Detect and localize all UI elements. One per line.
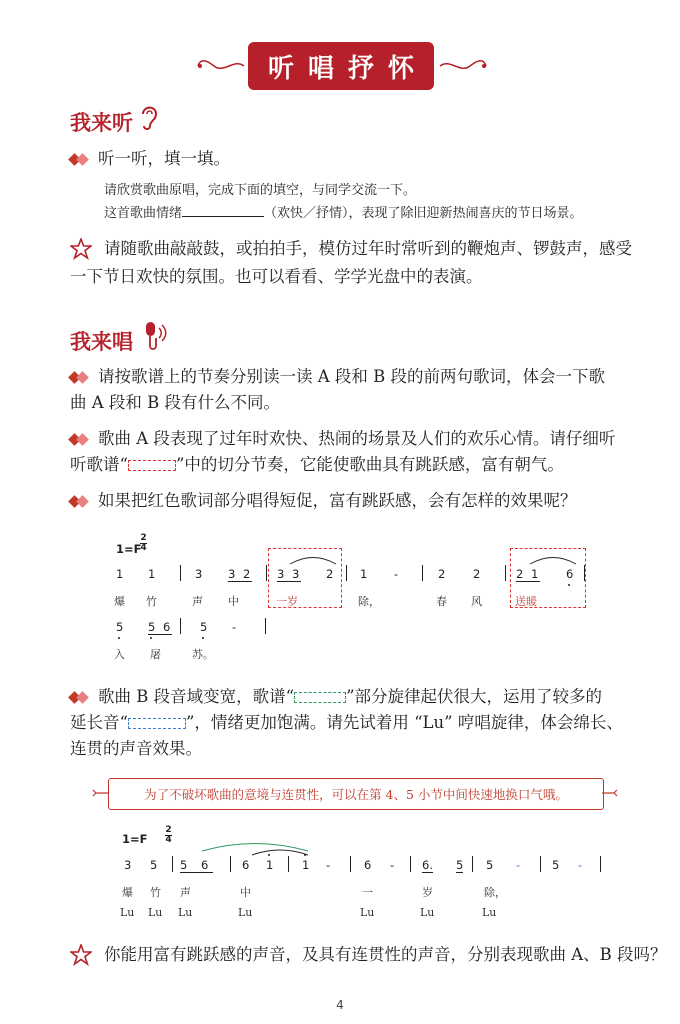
score1-note: - <box>394 567 399 581</box>
score2-lu: Lu <box>178 906 193 919</box>
lower-octave-dot <box>150 637 152 639</box>
score2-note: 6. <box>422 858 433 872</box>
listen-question-1: 听一听，填一填。 <box>70 146 230 172</box>
tip-left-ornament <box>92 788 108 798</box>
barline <box>422 565 423 581</box>
barline <box>346 565 347 581</box>
barline <box>288 856 289 872</box>
green-dashed-box <box>294 692 346 703</box>
tip-box: 为了不破坏歌曲的意境与连贯性，可以在第 4、5 小节中间快速地换口气哦。 <box>108 778 604 810</box>
diamond-icon <box>70 434 90 446</box>
score1-lyric: 屠 <box>150 648 161 661</box>
score2-lyric: 一 <box>362 886 373 899</box>
score2-note: 1 <box>302 858 310 872</box>
lower-octave-dot <box>118 637 120 639</box>
star-icon <box>70 944 92 966</box>
upper-octave-dot <box>304 854 306 856</box>
diamond-icon <box>70 154 90 166</box>
barline <box>505 565 506 581</box>
score2-lu: Lu <box>360 906 375 919</box>
score1-note: 1 <box>360 567 368 581</box>
score2-key: 1=F <box>122 832 148 846</box>
task-line-2: 这首歌曲情绪 （欢快／抒情），表现了除旧迎新热闹喜庆的节日场景。 <box>104 202 583 225</box>
tie-arc <box>528 553 578 565</box>
score2-note: 5 <box>486 858 494 872</box>
score2-note: - <box>326 858 331 872</box>
sing-question-5-line-2: 延长音“ ”，情绪更加饱满。请先试着用 “Lu” 哼唱旋律，体会绵长、 <box>70 713 623 732</box>
diamond-icon <box>70 692 90 704</box>
score2-lyric: 竹 <box>150 886 161 899</box>
score2-note: 6 <box>364 858 372 872</box>
sing-question-2-line-2: 曲 A 段和 B 段有什么不同。 <box>70 393 281 412</box>
star-icon <box>70 238 92 260</box>
score1-time-signature: 2 4 <box>140 533 147 553</box>
barline <box>472 856 473 872</box>
star-task-line-1: 请随歌曲敲敲鼓，或拍拍手，模仿过年时常听到的鞭炮声、锣鼓声，感受 <box>104 239 632 258</box>
barline <box>180 565 181 581</box>
lower-octave-dot <box>568 584 570 586</box>
score2-lu: Lu <box>420 906 435 919</box>
barline <box>410 856 411 872</box>
barline <box>540 856 541 872</box>
title-right-ornament <box>438 58 488 74</box>
fill-blank[interactable] <box>182 202 264 217</box>
score1-note: 1 <box>148 567 156 581</box>
score2-note: - <box>390 858 395 872</box>
barline <box>350 856 351 872</box>
score2-lu: Lu <box>148 906 163 919</box>
score1-lyric: 风 <box>471 595 482 608</box>
barline <box>600 856 601 872</box>
star-task-line-2: 一下节日欢快的氛围。也可以看看、学学光盘中的表演。 <box>70 267 483 286</box>
barline <box>584 565 585 581</box>
score2-lyric: 中 <box>240 886 251 899</box>
score2-note: 3 <box>124 858 132 872</box>
upper-octave-dot <box>268 854 270 856</box>
score1-lyric: 爆 <box>114 595 125 608</box>
barline <box>265 618 266 634</box>
score2-note: 1 <box>266 858 274 872</box>
barline <box>230 856 231 872</box>
sing-heading: 我来唱 <box>70 329 133 354</box>
score1-lyric: 中 <box>228 595 239 608</box>
score2-note-extension: - <box>516 858 521 872</box>
score1-lyric: 竹 <box>146 595 157 608</box>
score1-note: 2 <box>473 567 481 581</box>
score1-note: 2 <box>438 567 446 581</box>
score2-lu: Lu <box>482 906 497 919</box>
score1-lyric-red: 送暖 <box>515 595 537 608</box>
score2-note: 5 <box>552 858 560 872</box>
tie-arc <box>288 553 338 565</box>
score2-note: 5 6 <box>180 858 214 872</box>
microphone-icon <box>140 320 168 352</box>
barline <box>266 565 267 581</box>
score1-note: 6 <box>566 567 574 581</box>
score2-note: 5 <box>456 858 464 872</box>
score2-note-extension: - <box>578 858 583 872</box>
score1-lyric: 入 <box>114 648 125 661</box>
page-title: 听唱抒怀 <box>248 42 434 90</box>
score1-key: 1=F <box>116 542 142 556</box>
score1-lyric: 声 <box>192 595 203 608</box>
score2-lyric: 爆 <box>122 886 133 899</box>
sing-question-3-line-1: 歌曲 A 段表现了过年时欢快、热闹的场景及人们的欢乐心情。请仔细听 <box>70 426 615 452</box>
score1-note: 1 <box>116 567 124 581</box>
score1-lyric-red: 一岁 <box>276 595 298 608</box>
score1-note: 2 <box>326 567 334 581</box>
sing-question-5-line-1: 歌曲 B 段音域变宽，歌谱“ ”部分旋律起伏很大，运用了较多的 <box>70 684 602 710</box>
page-number: 4 <box>336 998 344 1012</box>
title-left-ornament <box>196 58 246 74</box>
lower-octave-dot <box>202 637 204 639</box>
diamond-icon <box>70 496 90 508</box>
tie-arc <box>250 846 310 856</box>
barline <box>172 856 173 872</box>
score2-note: 5 <box>150 858 158 872</box>
star-question-final: 你能用富有跳跃感的声音，及具有连贯性的声音，分别表现歌曲 A、B 段吗？ <box>104 945 667 964</box>
score1-note: 2 1 <box>516 567 541 581</box>
listen-heading: 我来听 <box>70 110 133 135</box>
score2-lyric: 岁 <box>422 886 433 899</box>
sing-question-2-line-1: 请按歌谱上的节奏分别读一读 A 段和 B 段的前两句歌词，体会一下歌 <box>70 364 605 390</box>
sing-question-4: 如果把红色歌词部分唱得短促，富有跳跃感，会有怎样的效果呢？ <box>70 488 577 514</box>
ear-icon <box>138 102 160 132</box>
score1-lyric: 苏。 <box>192 648 214 661</box>
tip-right-ornament <box>602 788 618 798</box>
task-line-1: 请欣赏歌曲原唱，完成下面的填空，与同学交流一下。 <box>104 183 417 198</box>
blue-dashed-box <box>128 718 186 729</box>
score1-note: 5 <box>116 620 124 634</box>
score2-lu: Lu <box>120 906 135 919</box>
score1-note: 3 3 <box>277 567 302 581</box>
score2-note: 6 <box>242 858 250 872</box>
score1-note: - <box>232 620 237 634</box>
diamond-icon <box>70 372 90 384</box>
score1-note: 3 2 <box>228 567 253 581</box>
red-dashed-box <box>128 460 176 471</box>
score1-note: 5 <box>200 620 208 634</box>
sing-question-5-line-3: 连贯的声音效果。 <box>70 739 202 758</box>
sing-question-3-line-2: 听歌谱“ ”中的切分节奏，它能使歌曲具有跳跃感，富有朝气。 <box>70 455 564 474</box>
barline <box>180 618 181 634</box>
score1-lyric: 除， <box>358 595 380 608</box>
score1-note: 3 <box>195 567 203 581</box>
score2-time-signature: 2 4 <box>165 825 172 845</box>
score2-lyric: 除， <box>484 886 506 899</box>
score2-lyric: 声 <box>180 886 191 899</box>
score2-lu: Lu <box>238 906 253 919</box>
score1-note: 5 6 <box>148 620 173 634</box>
score1-lyric: 春 <box>436 595 447 608</box>
